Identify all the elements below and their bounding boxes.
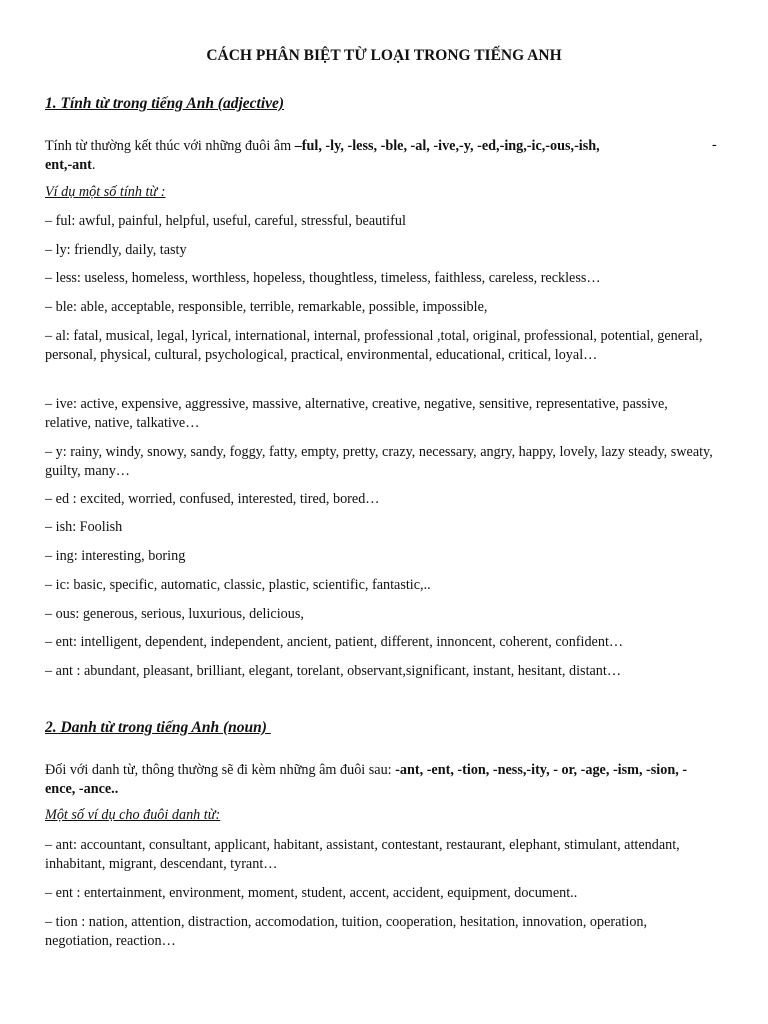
section1-intro xyxy=(45,137,725,174)
adjective-item-ent: – ent: intelligent, dependent, independent, ancient, patient, different, innoncent, coherent, confident… xyxy=(45,634,624,650)
section1-intro-dash: - xyxy=(712,137,717,153)
section1-intro-suffixes-2: ent,-ant xyxy=(45,156,92,173)
section2-heading: 2. Danh từ trong tiếng Anh (noun) xyxy=(45,719,271,736)
adjective-item-less: – less: useless, homeless, worthless, hopeless, thoughtless, timeless, faithless, careless, reckless… xyxy=(45,270,601,286)
section1-intro-text: Tính từ thường kết thúc với những đuôi âm xyxy=(45,138,295,154)
section1-heading: 1. Tính từ trong tiếng Anh (adjective) xyxy=(45,95,285,112)
section1-intro-suffixes: –ful, -ly, -less, -ble, -al, -ive,-y, -ed,-ing,-ic,-ous,-ish, xyxy=(294,138,600,154)
noun-item-ant: – ant: accountant, consultant, applicant, habitant, assistant, contestant, restaurant, elephant, stimulant, attendant, inhabitant, migrant, descendant, tyrant… xyxy=(45,837,680,872)
noun-item-ent: – ent : entertainment, environment, moment, student, accent, accident, equipment, document.. xyxy=(45,885,578,901)
adjective-item-ic: – ic: basic, specific, automatic, classic, plastic, scientific, fantastic,.. xyxy=(45,577,431,593)
section2-intro-text: Đối với danh từ, thông thường sẽ đi kèm những âm đuôi sau: xyxy=(45,762,396,778)
page-title: CÁCH PHÂN BIỆT TỪ LOẠI TRONG TIẾNG ANH xyxy=(206,47,562,64)
adjective-item-ant: – ant : abundant, pleasant, brilliant, elegant, torelant, observant,significant, instant, hesitant, distant… xyxy=(45,663,622,679)
section2-examples-label: Một số ví dụ cho đuôi danh từ: xyxy=(45,807,221,823)
adjective-item-al: – al: fatal, musical, legal, lyrical, international, internal, professional ,total, original, professional, potential, general, personal, physical, cultural, psychological, practical, environmental, educational, critical, loyal… xyxy=(45,328,703,363)
section2-intro-suffixes: -ant, -ent, -tion, -ness,-ity, - or, -age, -ism, -sion, -ence, -ance.. xyxy=(45,762,688,797)
adjective-item-ly: – ly: friendly, daily, tasty xyxy=(45,242,187,258)
section1-intro-end: . xyxy=(91,156,96,173)
adjective-item-ous: – ous: generous, serious, luxurious, delicious, xyxy=(45,606,304,622)
adjective-item-ful: – ful: awful, painful, helpful, useful, careful, stressful, beautiful xyxy=(45,213,406,229)
adjective-item-ble: – ble: able, acceptable, responsible, terrible, remarkable, possible, impossible, xyxy=(45,299,488,315)
adjective-item-ed: – ed : excited, worried, confused, interested, tired, bored… xyxy=(45,491,380,507)
adjective-item-ish: – ish: Foolish xyxy=(45,519,123,535)
adjective-item-ing: – ing: interesting, boring xyxy=(45,548,186,564)
adjective-item-y: – y: rainy, windy, snowy, sandy, foggy, fatty, empty, pretty, crazy, necessary, angry, happy, lovely, lazy steady, sweaty, guilty, many… xyxy=(45,444,713,479)
section2-intro xyxy=(45,761,715,798)
noun-item-tion: – tion : nation, attention, distraction, accomodation, tuition, cooperation, hesitation, innovation, operation, negotiation, reaction… xyxy=(45,914,648,949)
section1-examples-label: Ví dụ một số tính từ : xyxy=(45,184,166,200)
adjective-item-ive: – ive: active, expensive, aggressive, massive, alternative, creative, negative, sensitive, representative, passive, relative, native, talkative… xyxy=(45,396,668,431)
